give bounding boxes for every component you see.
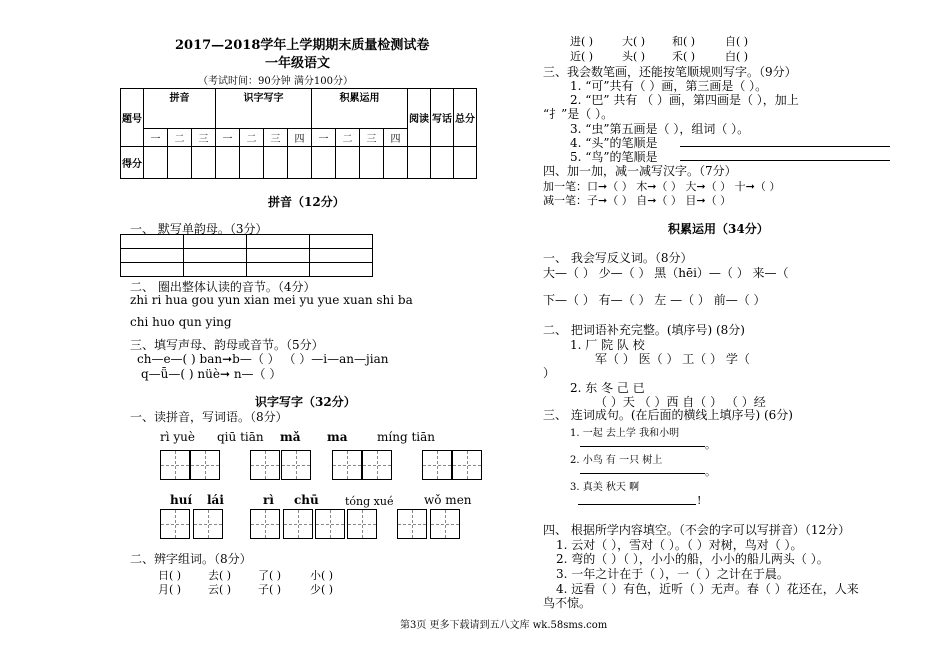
score-cell	[216, 147, 240, 179]
score-cell	[144, 147, 168, 179]
pinyin-label: mǎ	[280, 430, 301, 444]
tiankong-item-4b: 鸟不惊。	[543, 596, 592, 610]
question-pinyin-2: 二、 圈出整体认读的音节。（4分）	[130, 280, 316, 294]
bihua-item-5: 5. “鸟”的笔顺是	[570, 150, 658, 164]
score-sub-numeral: 二	[240, 129, 264, 147]
lianci-item-1: 1. 一起 去上学 我和小明	[570, 428, 680, 439]
pinyin-label: rì yuè	[160, 430, 195, 444]
fanyici-line-1: 大—（ ） 少—（ ） 黑（hēi）—（ ） 来—（	[543, 266, 789, 280]
writing-grid[interactable]	[160, 509, 190, 539]
score-cell	[408, 147, 431, 179]
writing-grid[interactable]	[281, 450, 311, 480]
score-row-defen: 得分	[121, 147, 144, 179]
fanyici-line-2: 下—（ ） 有—（ ） 左 —（ ） 前—（ ）	[543, 293, 766, 307]
writing-lines	[120, 234, 373, 277]
score-sub-numeral: 四	[288, 129, 312, 147]
bianzi-item: 了( )	[258, 569, 282, 582]
pinyin-label: ma	[327, 430, 348, 444]
question-pinyin-3: 三、填写声母、韵母或音节。（5分）	[130, 338, 324, 352]
pinyin-fill-line-2: q—ǖ—( ) nüè➞ n—（ ）	[141, 367, 282, 381]
question-lianci: 三、 连词成句。(在后面的横线上填序号) (6分)	[543, 408, 793, 422]
question-bihua: 三、我会数笔画，还能按笔顺规则写字。（9分）	[543, 65, 797, 79]
bianzi-item: 大( )	[622, 35, 646, 48]
writing-grid[interactable]	[452, 450, 482, 480]
bianzi-item: 小( )	[310, 569, 334, 582]
bianzi-item: 子( )	[258, 583, 282, 596]
score-sub-numeral: 三	[192, 129, 216, 147]
pinyin-label: míng tiān	[377, 430, 435, 444]
score-header-jilei: 积累运用	[312, 89, 408, 129]
exam-info: （考试时间：90分钟 满分100分）	[198, 76, 353, 87]
writing-grid[interactable]	[332, 450, 362, 480]
buchong-options-2: 2. 东 冬 己 已	[570, 381, 645, 395]
score-table	[120, 88, 477, 179]
writing-grid[interactable]	[193, 509, 223, 539]
question-shizi-2: 二、辨字组词。（8分）	[130, 552, 252, 566]
writing-grid[interactable]	[362, 450, 392, 480]
answer-line[interactable]	[578, 504, 696, 505]
score-header-xiehua: 写话	[431, 89, 454, 147]
answer-line[interactable]	[580, 473, 705, 474]
section-pinyin-heading: 拼音（12分）	[268, 195, 345, 209]
pinyin-label: huí	[170, 493, 193, 507]
question-tiankong: 四、 根据所学内容填空。（不会的字可以写拼音）（12分）	[543, 523, 851, 537]
writing-grid[interactable]	[190, 450, 220, 480]
score-cell	[312, 147, 336, 179]
buchong-fill-2: （ ）天 （ ）西 自（ ） （ ）经	[595, 395, 766, 409]
score-sub-numeral: 二	[168, 129, 192, 147]
lianci-end-1: 。	[705, 438, 716, 451]
writing-grid[interactable]	[422, 450, 452, 480]
section-jilei-heading: 积累运用（34分）	[668, 222, 769, 236]
score-sub-numeral: 三	[264, 129, 288, 147]
bianzi-item: 月( )	[158, 583, 182, 596]
bianzi-item: 近( )	[570, 50, 594, 63]
bihua-item-4: 4. “头”的笔顺是	[570, 136, 658, 150]
score-cell	[360, 147, 384, 179]
score-cell	[240, 147, 264, 179]
pinyin-label: qiū tiān	[217, 430, 264, 444]
writing-grid[interactable]	[250, 509, 280, 539]
exam-title: 2017—2018学年上学期期末质量检测试卷	[175, 38, 430, 53]
tiankong-item-4: 4. 远看（ ）有色，近听（ ）无声。春（ ）花还在，人来	[556, 582, 859, 596]
score-cell	[288, 147, 312, 179]
writing-grid[interactable]	[250, 450, 280, 480]
score-sub-numeral: 一	[144, 129, 168, 147]
score-cell	[431, 147, 454, 179]
score-sub-numeral: 一	[312, 129, 336, 147]
score-cell	[192, 147, 216, 179]
bianzi-item: 头( )	[622, 50, 646, 63]
tiankong-item-2: 2. 弯的（ ）（ ），小小的船，小小的船儿两头（ ）。	[556, 552, 829, 566]
writing-grid[interactable]	[315, 509, 345, 539]
score-header-shizi: 识字写字	[216, 89, 312, 129]
bianzi-item: 日( )	[158, 569, 182, 582]
question-jiajian: 四、加一加，减一减写汉字。（7分）	[543, 164, 737, 178]
page-footer: 第3页 更多下载请到五八文库 wk.58sms.com	[400, 620, 608, 631]
pinyin-label: chū	[294, 493, 319, 507]
pinyin-label: lái	[207, 493, 224, 507]
score-header-zongfen: 总分	[454, 89, 477, 147]
bianzi-item: 去( )	[208, 569, 232, 582]
writing-grid[interactable]	[397, 509, 427, 539]
score-sub-numeral: 一	[216, 129, 240, 147]
answer-line[interactable]	[680, 160, 890, 161]
writing-grid[interactable]	[160, 450, 190, 480]
bianzi-item: 自( )	[725, 35, 749, 48]
syllable-list-1: zhi ri hua gou yun xian mei yu yue xuan shi ba	[130, 293, 413, 307]
tiankong-item-3: 3. 一年之计在于（ ），一（ ）之计在于晨。	[556, 567, 789, 581]
score-sub-numeral: 三	[360, 129, 384, 147]
jiajian-sub: 减一笔：子➞（ ） 自➞（ ） 目➞（ ）	[543, 194, 732, 207]
bianzi-item: 白( )	[725, 50, 749, 63]
pinyin-label: rì	[263, 493, 274, 507]
pinyin-label: tóng xué	[345, 495, 394, 508]
score-cell	[264, 147, 288, 179]
question-fanyici: 一、 我会写反义词。（8分）	[543, 251, 693, 265]
answer-line[interactable]	[580, 446, 705, 447]
section-shizi-heading: 识字写字（32分）	[255, 395, 356, 409]
buchong-fill-1: 军（ ） 医（ ） 工（ ） 学（	[595, 352, 750, 366]
syllable-list-2: chi huo qun ying	[130, 315, 232, 329]
buchong-fill-1c: ）	[543, 366, 556, 380]
score-cell	[168, 147, 192, 179]
score-sub-numeral: 二	[336, 129, 360, 147]
score-sub-numeral: 四	[384, 129, 408, 147]
jiajian-add: 加一笔：口➞（ ） 木➞（ ） 大➞（ ） 十➞（ ）	[543, 180, 781, 193]
bihua-item-2b: “扌”是（ ）。	[543, 107, 614, 121]
bihua-item-2: 2. “巴” 共有 （ ）画，第四画是（ ），加上	[570, 93, 799, 107]
pinyin-fill-line-1: ch—e—( ) ban➞b—（ ） （ ）—i—an—jian	[137, 352, 389, 366]
bianzi-item: 和( )	[672, 35, 696, 48]
writing-grid[interactable]	[430, 509, 460, 539]
score-header-yuedu: 阅读	[408, 89, 431, 147]
bihua-item-3: 3. “虫”第五画是（ ），组词（ ）。	[570, 122, 750, 136]
lianci-item-3: 3. 真美 秋天 啊	[570, 482, 640, 493]
score-header-tihao: 题号	[121, 89, 144, 147]
writing-grid[interactable]	[283, 509, 313, 539]
buchong-options-1: 1. 厂 院 队 校	[570, 338, 645, 352]
pinyin-label: wǒ men	[424, 493, 472, 507]
writing-grid[interactable]	[347, 509, 377, 539]
score-cell	[336, 147, 360, 179]
bihua-item-1: 1. “可”共有（ ）画，第三画是（ ）。	[570, 79, 768, 93]
lianci-end-3: !	[697, 494, 702, 507]
score-header-pinyin: 拼音	[144, 89, 216, 129]
bianzi-item: 少( )	[310, 583, 334, 596]
exam-subtitle: 一年级语文	[265, 56, 331, 71]
question-pinyin-1: 一、 默写单韵母。（3分）	[130, 222, 268, 236]
score-cell	[384, 147, 408, 179]
bianzi-item: 云( )	[208, 583, 232, 596]
lianci-item-2: 2. 小鸟 有 一只 树上	[570, 455, 663, 466]
lianci-end-2: 。	[705, 465, 716, 478]
score-cell	[454, 147, 477, 179]
bianzi-item: 禾( )	[672, 50, 696, 63]
question-buchong: 二、 把词语补充完整。(填序号) (8分)	[543, 323, 745, 337]
answer-line[interactable]	[680, 146, 890, 147]
question-shizi-1: 一、读拼音，写词语。（8分）	[130, 410, 288, 424]
tiankong-item-1: 1. 云对（ ），雪对（ ）。（ ）对树，鸟对（ ）。	[556, 538, 803, 552]
bianzi-item: 进( )	[570, 35, 594, 48]
